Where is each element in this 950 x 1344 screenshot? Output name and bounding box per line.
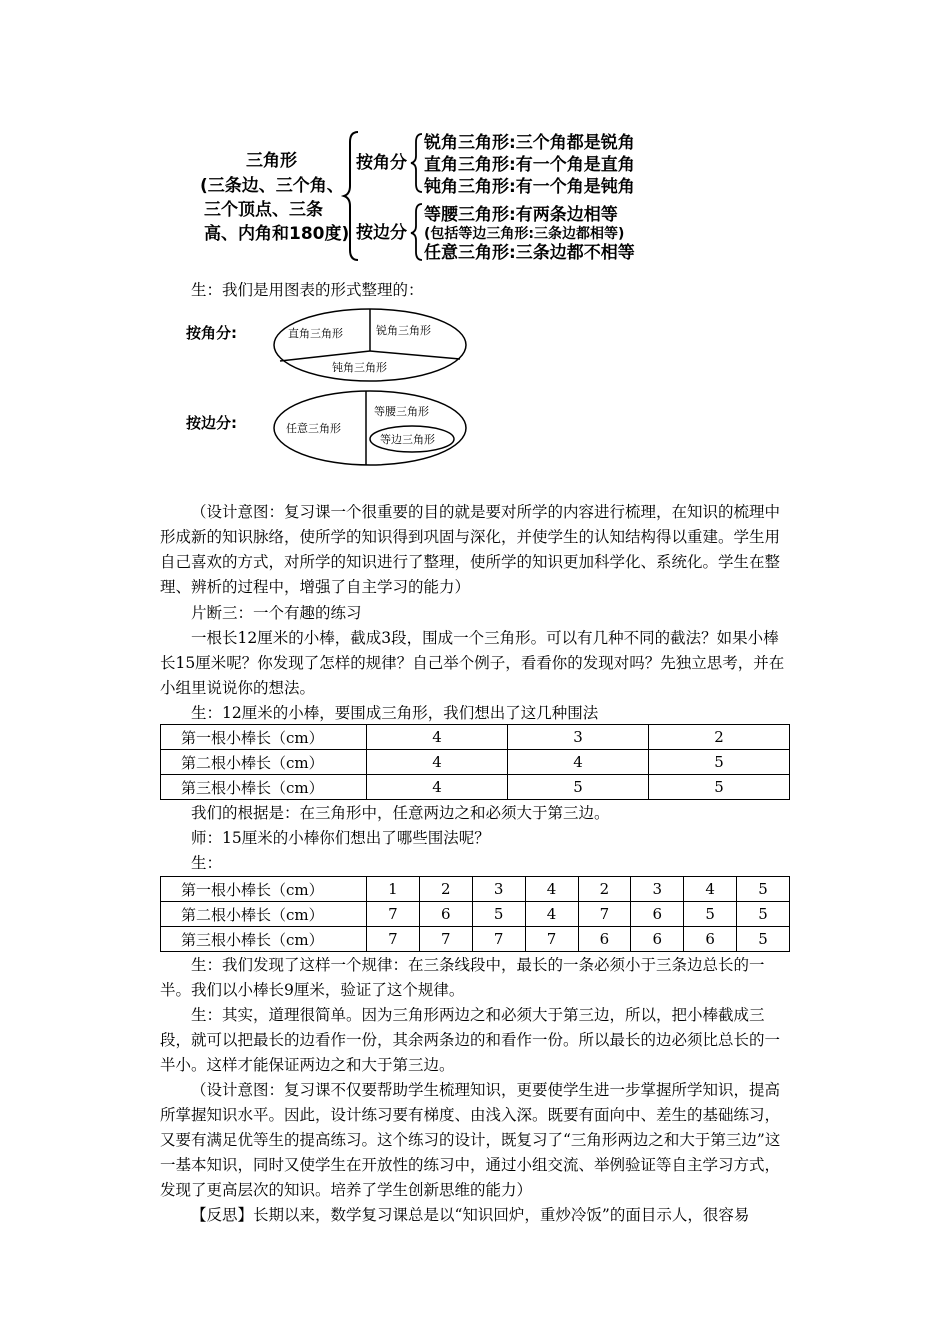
cell: 3 xyxy=(631,877,684,902)
cell: 5 xyxy=(737,927,790,952)
angle-divider xyxy=(280,351,370,361)
row-label: 第一根小棒长（cm） xyxy=(161,725,367,750)
cell: 7 xyxy=(367,902,420,927)
equilateral-label: 等边三角形 xyxy=(380,433,435,446)
cell: 4 xyxy=(367,775,508,800)
student-12cm: 生：12厘米的小棒，要围成三角形，我们想出了这几种围法 xyxy=(191,704,599,722)
cell: 3 xyxy=(472,877,525,902)
cell: 2 xyxy=(578,877,631,902)
angle-brace xyxy=(411,134,422,192)
cell: 6 xyxy=(631,927,684,952)
table-row xyxy=(161,927,790,952)
cell: 5 xyxy=(737,902,790,927)
acute-triangle-label: 锐角三角形 xyxy=(376,324,431,337)
reflection-text: 【反思】长期以来，数学复习课总是以“知识回炉，重炒冷饭”的面目示人，很容易 xyxy=(191,1206,750,1224)
classification-tree xyxy=(0,0,950,270)
diagram-side-label: 按边分: xyxy=(186,414,237,432)
design-intent-2: （设计意图：复习课不仅要帮助学生梳理知识，更要使学生进一步掌握所学知识，提高所掌握知识水平。因此，设计练习要有梯度、由浅入深。既要有面向中、差生的基础练习，又要有满足优等生的提高练习。这个练习的设计，既复习了“三角形两边之和大于第三边”这一基本知识，同时又使学生在开放性的练习中，通过小组交流、举例验证等自主学习方式，发现了更高层次的知识。培养了学生创新思维的能力） xyxy=(160,1081,781,1199)
cell: 7 xyxy=(472,927,525,952)
cell: 2 xyxy=(419,877,472,902)
table-row xyxy=(161,775,790,800)
cell: 5 xyxy=(508,775,649,800)
row-label: 第二根小棒长（cm） xyxy=(161,750,367,775)
right-triangle-label: 直角三角形 xyxy=(288,327,343,340)
cell: 6 xyxy=(631,902,684,927)
cell: 4 xyxy=(508,750,649,775)
cell: 4 xyxy=(525,902,578,927)
angle-item: 锐角三角形:三个角都是锐角 xyxy=(424,133,635,153)
angle-divider xyxy=(370,351,460,359)
cell: 7 xyxy=(525,927,578,952)
table-row xyxy=(161,750,790,775)
cell: 5 xyxy=(684,902,737,927)
angle-diagram xyxy=(270,305,470,385)
table-15cm xyxy=(160,876,790,952)
cell: 5 xyxy=(649,775,790,800)
tree-root-line: 三个顶点、三条 xyxy=(204,200,323,220)
cell: 7 xyxy=(419,927,472,952)
side-item: (包括等边三角形:三条边都相等) xyxy=(424,226,625,242)
cell: 5 xyxy=(737,877,790,902)
by-side-label: 按边分 xyxy=(356,223,407,243)
cell: 4 xyxy=(367,750,508,775)
row-label: 第三根小棒长（cm） xyxy=(161,927,367,952)
tree-root-line: (三条边、三个角、 xyxy=(200,176,344,196)
obtuse-triangle-label: 钝角三角形 xyxy=(332,361,387,374)
cell: 5 xyxy=(649,750,790,775)
row-label: 第二根小棒长（cm） xyxy=(161,902,367,927)
tree-root: 三角形 xyxy=(246,151,297,171)
cell: 6 xyxy=(684,927,737,952)
side-item: 任意三角形:三条边都不相等 xyxy=(424,243,635,263)
row-label: 第一根小棒长（cm） xyxy=(161,877,367,902)
explain-text: 生：其实，道理很简单。因为三角形两边之和必须大于第三边，所以，把小棒截成三段，就可以把最长的边看作一份，其余两条边的和看作一份。所以最长的边必须比总长的一半小。这样才能保证两边之和大于第三边。 xyxy=(160,1006,781,1074)
side-diagram xyxy=(270,387,470,469)
diagram-angle-label: 按角分: xyxy=(186,324,237,342)
cell: 6 xyxy=(578,927,631,952)
cell: 4 xyxy=(684,877,737,902)
side-item: 等腰三角形:有两条边相等 xyxy=(424,205,618,225)
fragment-heading: 片断三：一个有趣的练习 xyxy=(191,604,362,622)
cell: 4 xyxy=(367,725,508,750)
basis-text: 我们的根据是：在三角形中，任意两边之和必须大于第三边。 xyxy=(191,804,610,822)
cell: 7 xyxy=(578,902,631,927)
design-intent-1: （设计意图：复习课一个很重要的目的就是要对所学的内容进行梳理，在知识的梳理中形成新的知识脉络，使所学的知识得到巩固与深化，并使学生的认知结构得以重建。学生用自己喜欢的方式，对所学的知识进行了整理，使所学的知识更加科学化、系统化。学生在整理、辨析的过程中，增强了自主学习的能力） xyxy=(160,503,781,596)
row-label: 第三根小棒长（cm） xyxy=(161,775,367,800)
student-diagram-intro: 生：我们是用图表的形式整理的： xyxy=(191,281,424,299)
cell: 2 xyxy=(649,725,790,750)
cell: 6 xyxy=(419,902,472,927)
angle-item: 直角三角形:有一个角是直角 xyxy=(424,155,635,175)
cell: 3 xyxy=(508,725,649,750)
rule-text: 生：我们发现了这样一个规律：在三条线段中，最长的一条必须小于三条边总长的一半。我们以小棒长9厘米，验证了这个规律。 xyxy=(160,956,765,999)
table-row xyxy=(161,902,790,927)
table-row xyxy=(161,877,790,902)
angle-item: 钝角三角形:有一个角是钝角 xyxy=(424,177,635,197)
cell: 4 xyxy=(525,877,578,902)
scalene-label: 任意三角形 xyxy=(286,422,341,435)
isosceles-label: 等腰三角形 xyxy=(374,405,429,418)
by-angle-label: 按角分 xyxy=(356,153,407,173)
cell: 1 xyxy=(367,877,420,902)
cell: 5 xyxy=(472,902,525,927)
cell: 7 xyxy=(367,927,420,952)
side-brace xyxy=(411,204,422,260)
problem-text: 一根长12厘米的小棒，截成3段，围成一个三角形。可以有几种不同的截法？如果小棒长15厘米呢？你发现了怎样的规律？自己举个例子，看看你的发现对吗？先独立思考，并在小组里说说你的想法。 xyxy=(160,629,785,697)
table-row xyxy=(161,725,790,750)
student-label: 生： xyxy=(191,854,223,872)
tree-root-line: 高、内角和180度) xyxy=(204,224,350,244)
table-12cm xyxy=(160,724,790,800)
teacher-15cm: 师：15厘米的小棒你们想出了哪些围法呢？ xyxy=(191,829,490,847)
